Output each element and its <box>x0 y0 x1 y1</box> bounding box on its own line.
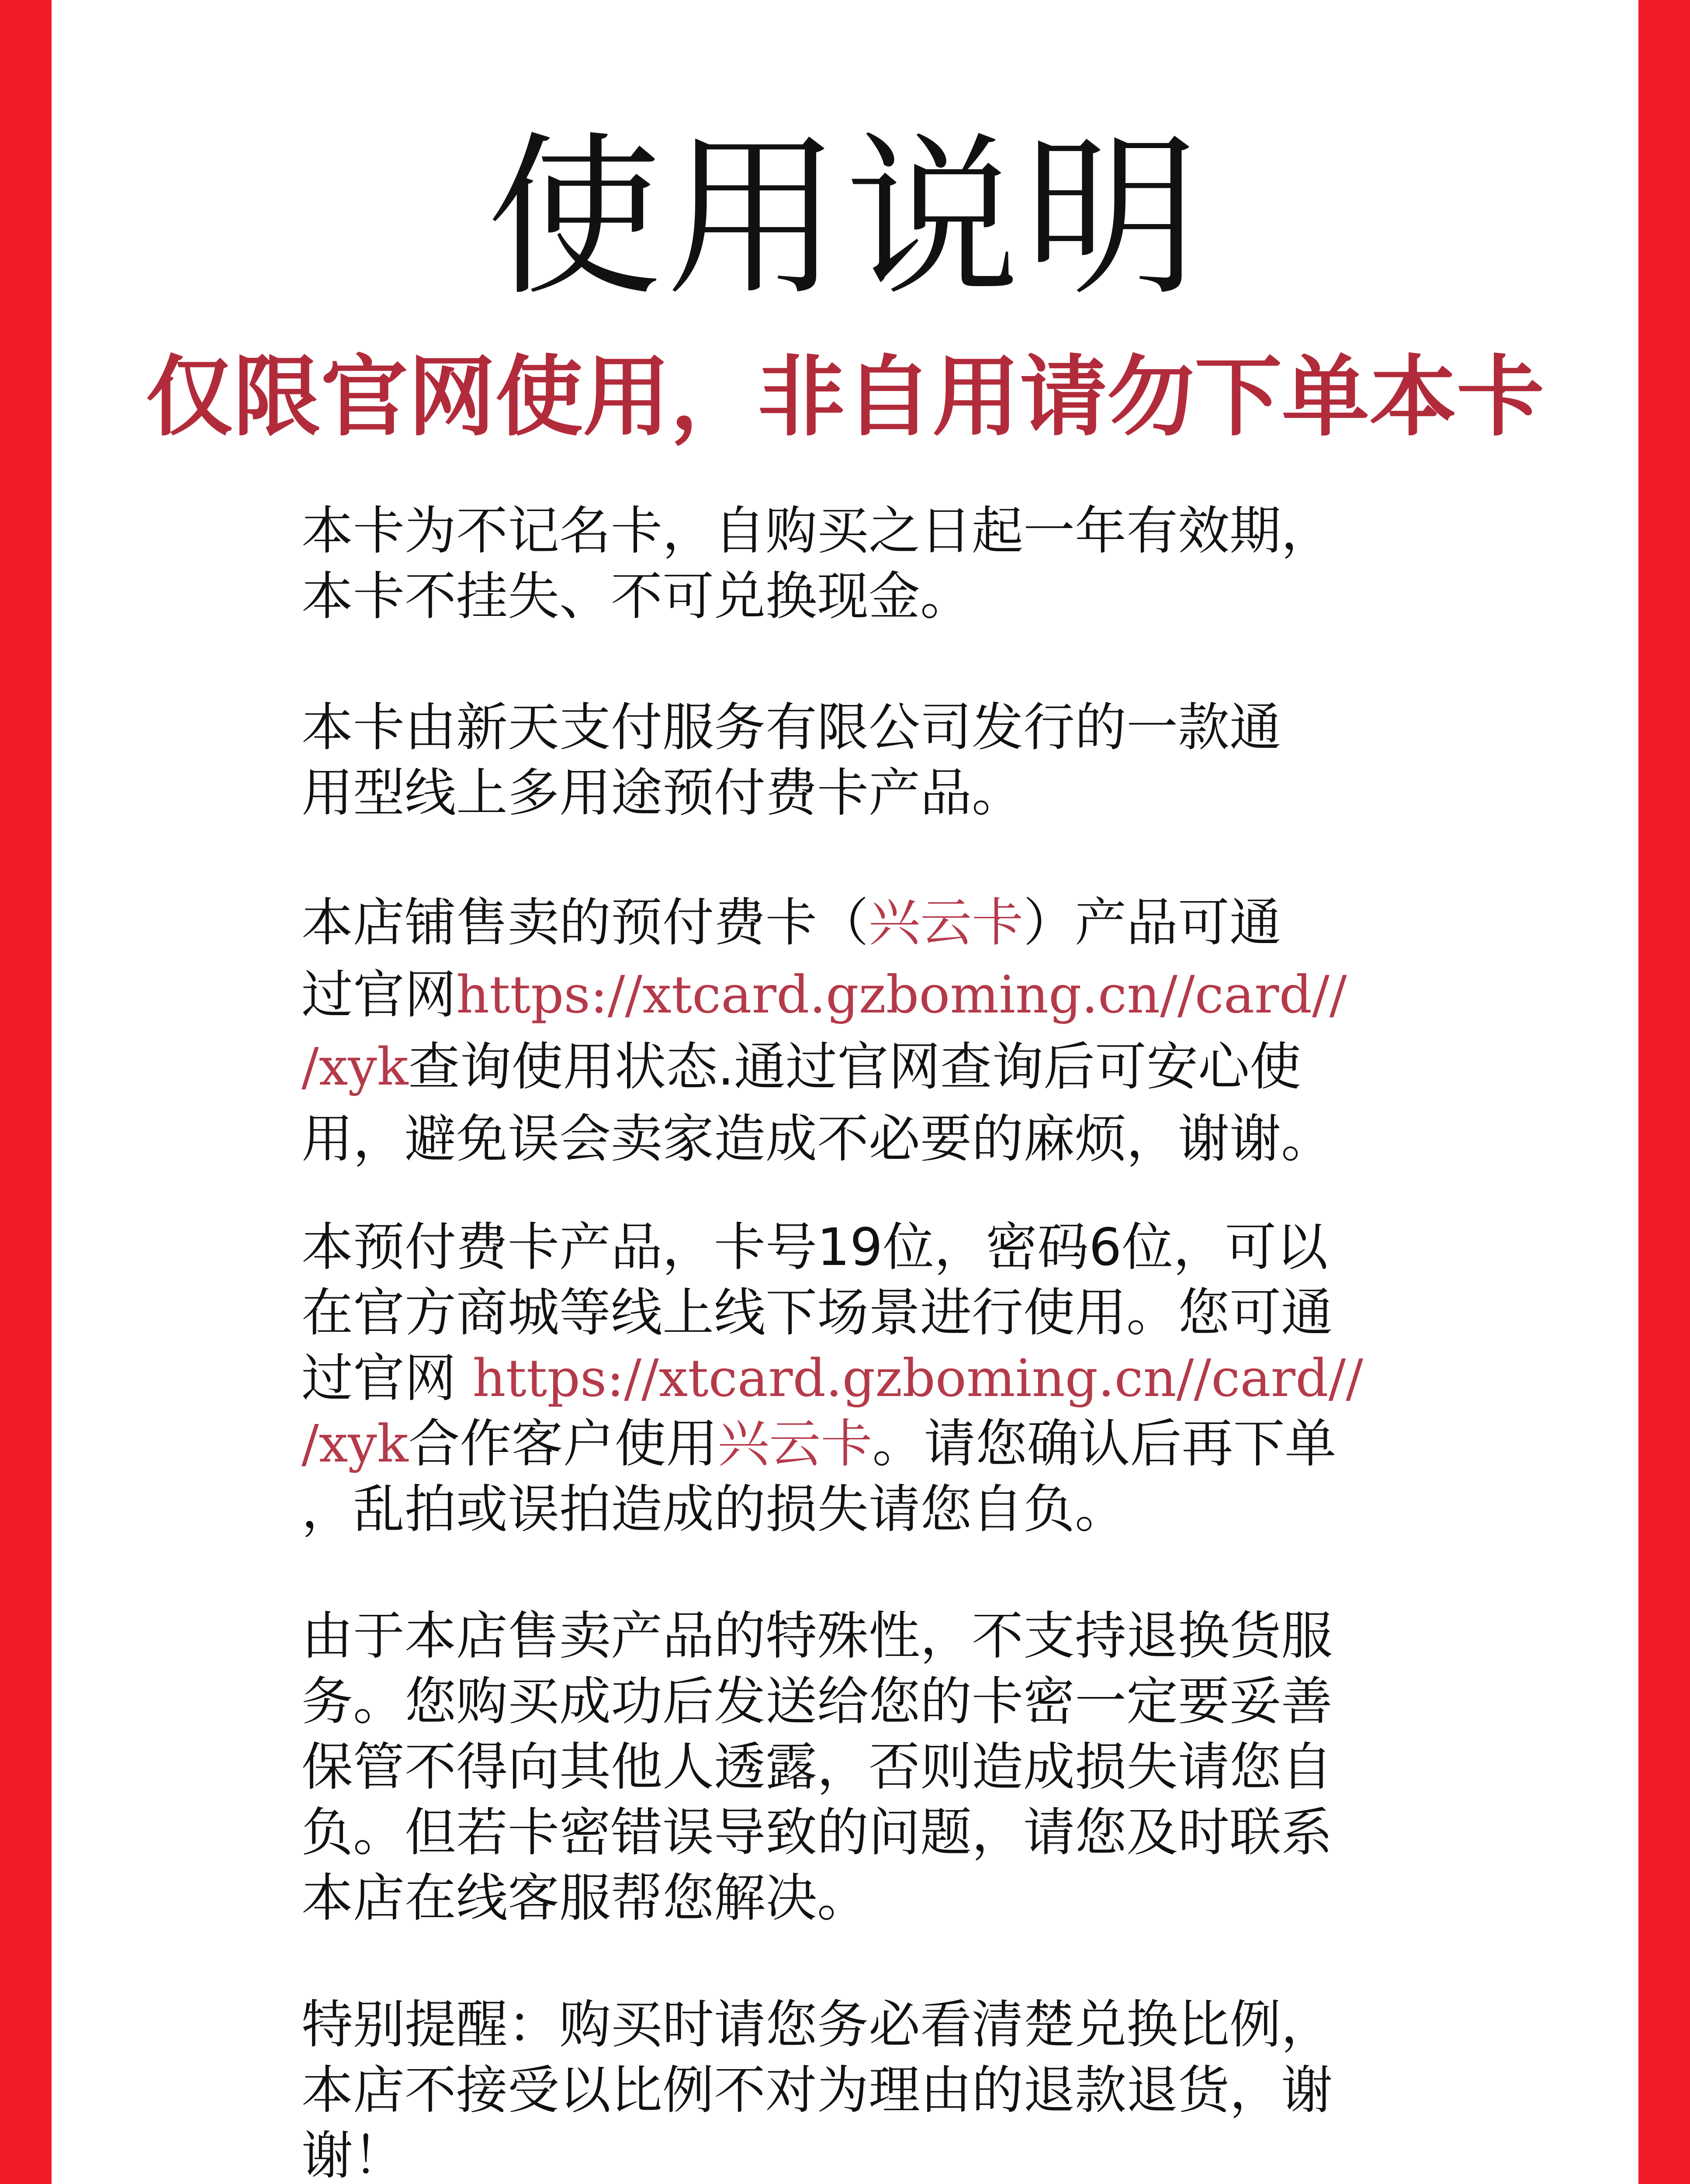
text-segment: 过官网 <box>301 964 457 1025</box>
paragraph-special-reminder <box>301 1992 1403 2184</box>
text-line <box>301 887 1403 959</box>
text-line: ，乱拍或误拍造成的损失请您自负。 <box>301 1479 1127 1539</box>
text-segment: 查询使用状态.通过官网查询后可安心使 <box>408 1037 1301 1097</box>
text-line: 由于本店售卖产品的特殊性，不支持退换货服 <box>301 1606 1333 1666</box>
text-line: 在官方商城等线上线下场景进行使用。您可通 <box>301 1282 1333 1343</box>
text-line: 负。但若卡密错误导致的问题，请您及时联系 <box>301 1802 1333 1863</box>
text-line: 本店不接受以比例不对为理由的退款退货，谢 <box>301 2060 1333 2120</box>
text-line: 务。您购买成功后发送给您的卡密一定要妥善 <box>301 1671 1333 1731</box>
text-line: 保管不得向其他人透露，否则造成损失请您自 <box>301 1737 1333 1797</box>
paragraph-card-details <box>301 1214 1403 1542</box>
text-line: 本卡不挂失、不可兑换现金。 <box>301 566 972 626</box>
text-line: 用，避免误会卖家造成不必要的麻烦，谢谢。 <box>301 1109 1333 1169</box>
text-segment: 本店铺售卖的预付费卡（ <box>301 892 869 953</box>
text-line: 用型线上多用途预付费卡产品。 <box>301 763 1024 823</box>
paragraph-no-refund <box>301 1603 1403 1931</box>
card-name-highlight: 兴云卡 <box>869 892 1024 953</box>
text-line: 本预付费卡产品，卡号19位，密码6位，可以 <box>301 1217 1328 1277</box>
text-segment: 合作客户使用 <box>408 1413 718 1474</box>
text-line <box>301 959 1403 1031</box>
paragraph-validity <box>301 498 1403 629</box>
text-line: 特别提醒：购买时请您务必看清楚兑换比例， <box>301 1994 1333 2055</box>
card-name-highlight: 兴云卡 <box>717 1413 873 1474</box>
text-line <box>301 1411 1403 1476</box>
right-red-border <box>1638 0 1690 2184</box>
text-segment: ）产品可通 <box>1023 892 1281 953</box>
official-site-link[interactable]: https://xtcard.gzboming.cn//card// <box>456 964 1347 1025</box>
paragraph-query <box>301 887 1403 1175</box>
official-site-link[interactable]: https://xtcard.gzboming.cn//card// <box>472 1348 1364 1408</box>
text-line: 本卡由新天支付服务有限公司发行的一款通 <box>301 697 1281 757</box>
page-subtitle: 仅限官网使用，非自用请勿下单本卡 <box>145 346 1544 448</box>
text-segment: 过官网 <box>301 1348 473 1408</box>
official-site-link-tail[interactable]: /xyk <box>301 1413 409 1474</box>
text-line: 本店在线客服帮您解决。 <box>301 1868 869 1928</box>
official-site-link-tail[interactable]: /xyk <box>301 1037 409 1097</box>
page-title: 使用说明 <box>487 117 1203 320</box>
text-line <box>301 1345 1403 1411</box>
text-line: 谢！ <box>301 2125 405 2184</box>
text-line <box>301 1031 1403 1103</box>
text-line: 本卡为不记名卡，自购买之日起一年有效期， <box>301 501 1333 561</box>
text-segment: 。请您确认后再下单 <box>872 1413 1337 1474</box>
paragraph-issuer <box>301 695 1403 826</box>
left-red-border <box>0 0 52 2184</box>
